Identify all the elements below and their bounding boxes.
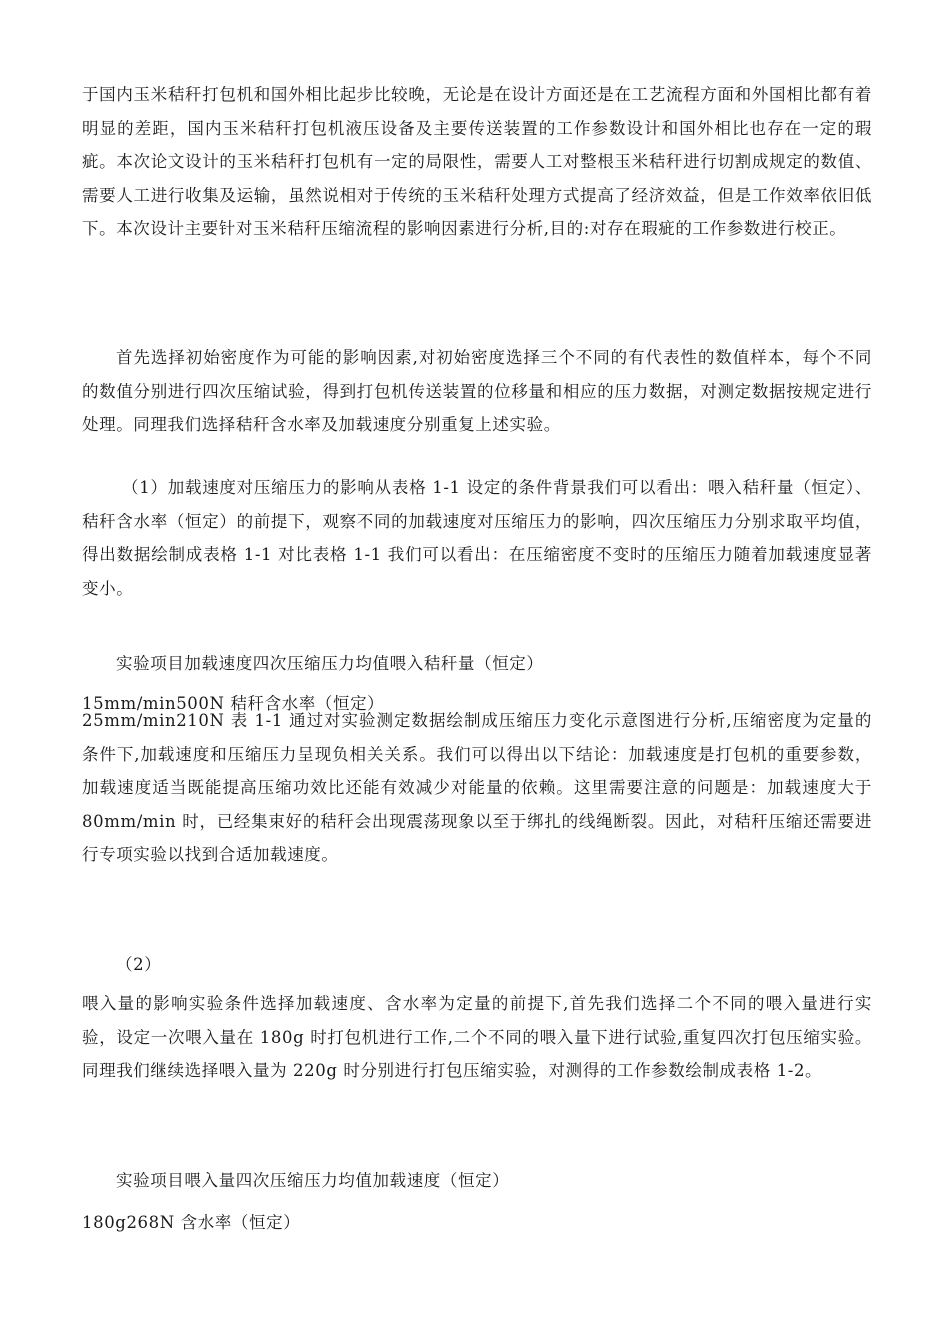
- paragraph-analysis: 25mm/min210N 表 1-1 通过对实验测定数据绘制成压缩压力变化示意图进行分析,压缩密度为定量的条件下,加载速度和压缩压力呈现负相关关系。我们可以得出以下结论：加载速度是打包机的重要参数，加载速度适当既能提高压缩功效比还能有效减少对能量的依赖。这里需要注意的问题是：加载速度大于 80mm/min 时，已经集束好的秸秆会出现震荡现象以至于绑扎的线绳断裂。因此，对秸秆压缩还需要进行专项实验以找到合适加载速度。: [82, 711, 872, 864]
- table2-header: 实验项目喂入量四次压缩压力均值加载速度（恒定）: [116, 1171, 510, 1190]
- section-label-2: （2）: [116, 955, 162, 974]
- paragraph-method: 首先选择初始密度作为可能的影响因素,对初始密度选择三个不同的有代表性的数值样本，每个不同的数值分别进行四次压缩试验，得到打包机传送装置的位移量和相应的压力数据，对测定数据按规定进行处理。同理我们选择秸秆含水率及加载速度分别重复上述实验。: [82, 348, 872, 434]
- table2-row: 180g268N 含水率（恒定）: [82, 1213, 301, 1232]
- paragraph-intro: 于国内玉米秸秆打包机和国外相比起步比较晚，无论是在设计方面还是在工艺流程方面和外国相比都有着明显的差距，国内玉米秸秆打包机液压设备及主要传送装置的工作参数设计和国外相比也存在一定的瑕疵。本次论文设计的玉米秸秆打包机有一定的局限性，需要人工对整根玉米秸秆进行切割成规定的数值、需要人工进行收集及运输，虽然说相对于传统的玉米秸秆处理方式提高了经济效益，但是工作效率依旧低下。本次设计主要针对玉米秸秆压缩流程的影响因素进行分析,目的:对存在瑕疵的工作参数进行校正。: [82, 85, 872, 238]
- paragraph-feed-amount: 喂入量的影响实验条件选择加载速度、含水率为定量的前提下,首先我们选择二个不同的喂入量进行实验，设定一次喂入量在 180g 时打包机进行工作,二个不同的喂入量下进行试验,重复四次打包压缩实验。同理我们继续选择喂入量为 220g 时分别进行打包压缩实验，对测得的工作参数绘制成表格 1-2。: [82, 994, 872, 1080]
- table1-header: 实验项目加载速度四次压缩压力均值喂入秸秆量（恒定）: [116, 654, 544, 673]
- paragraph-loading-speed: （1）加载速度对压缩压力的影响从表格 1-1 设定的条件背景我们可以看出：喂入秸秆量（恒定）、秸秆含水率（恒定）的前提下，观察不同的加载速度对压缩压力的影响，四次压缩压力分别求取平均值，得出数据绘制成表格 1-1 对比表格 1-1 我们可以看出：在压缩密度不变时的压缩压力随着加载速度显著变小。: [82, 478, 872, 598]
- table1-row: 15mm/min500N 秸秆含水率（恒定）: [82, 694, 385, 713]
